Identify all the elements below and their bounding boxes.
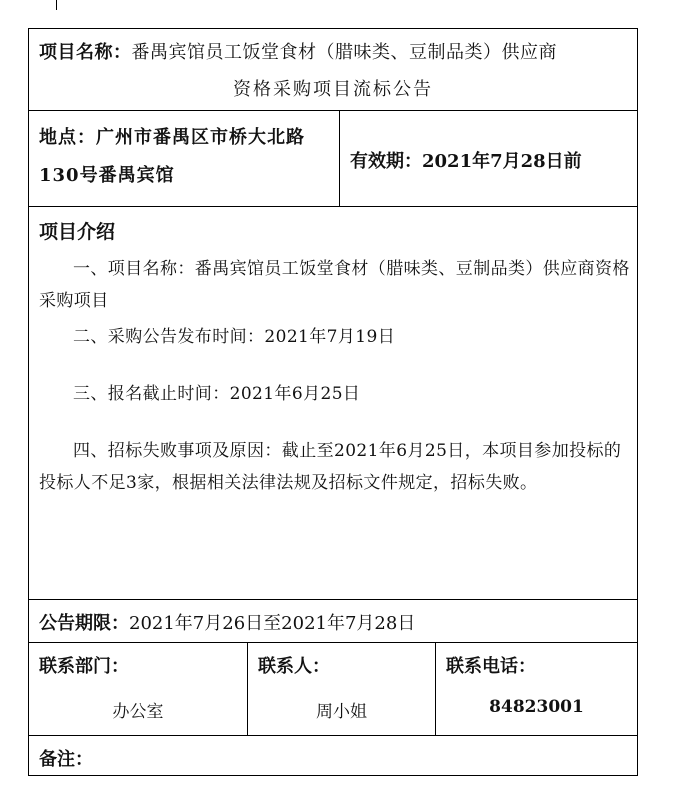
department-value: 办公室	[112, 702, 164, 722]
validity-cell	[339, 111, 637, 206]
intro-row	[29, 207, 637, 600]
location-cell	[29, 111, 339, 206]
phone-value: 84823001	[489, 697, 584, 717]
contact-row	[29, 643, 637, 736]
remarks-row	[29, 736, 637, 775]
person-cell	[247, 643, 435, 735]
validity-text	[350, 147, 582, 173]
location-row	[29, 111, 637, 207]
title-row	[29, 29, 637, 111]
department-cell	[29, 643, 247, 735]
intro-item-1: 一、项目名称：番禺宾馆员工饭堂食材（腊味类、豆制品类）供应商资格采购项目	[39, 259, 630, 311]
intro-item-3: 三、报名截止时间：2021年6月25日	[73, 384, 361, 404]
project-title-text: 番禺宾馆员工饭堂食材（腊味类、豆制品类）供应商	[131, 42, 557, 63]
project-title-label: 项目名称：	[39, 42, 132, 63]
project-title-line1	[39, 38, 557, 64]
page-edge-mark	[56, 0, 57, 10]
validity-value: 2021年7月28日前	[422, 151, 582, 172]
intro-heading: 项目介绍	[39, 221, 116, 243]
location-line2: 130号番禺宾馆	[39, 165, 175, 186]
department-label: 联系部门：	[39, 656, 129, 677]
phone-cell	[435, 643, 637, 735]
person-label: 联系人：	[258, 656, 330, 677]
notice-period-value: 2021年7月26日至2021年7月28日	[129, 613, 416, 634]
location-line1	[39, 123, 305, 149]
remarks-label: 备注：	[39, 749, 93, 770]
person-value: 周小姐	[316, 702, 367, 722]
phone-label: 联系电话：	[446, 656, 536, 677]
location-label: 地点：	[39, 127, 96, 148]
location-text: 广州市番禺区市桥大北路	[96, 127, 305, 148]
project-title-line2: 资格采购项目流标公告	[233, 79, 433, 100]
validity-label: 有效期：	[350, 151, 422, 172]
intro-item-2: 二、采购公告发布时间：2021年7月19日	[73, 327, 396, 347]
intro-item-4: 四、招标失败事项及原因：截止至2021年6月25日，本项目参加投标的投标人不足3家，根据相关法律法规及招标文件规定，招标失败。	[39, 441, 622, 493]
announcement-form	[28, 28, 638, 776]
notice-period-text	[39, 609, 415, 635]
notice-period-label: 公告期限：	[39, 613, 129, 634]
notice-period-row	[29, 600, 637, 643]
